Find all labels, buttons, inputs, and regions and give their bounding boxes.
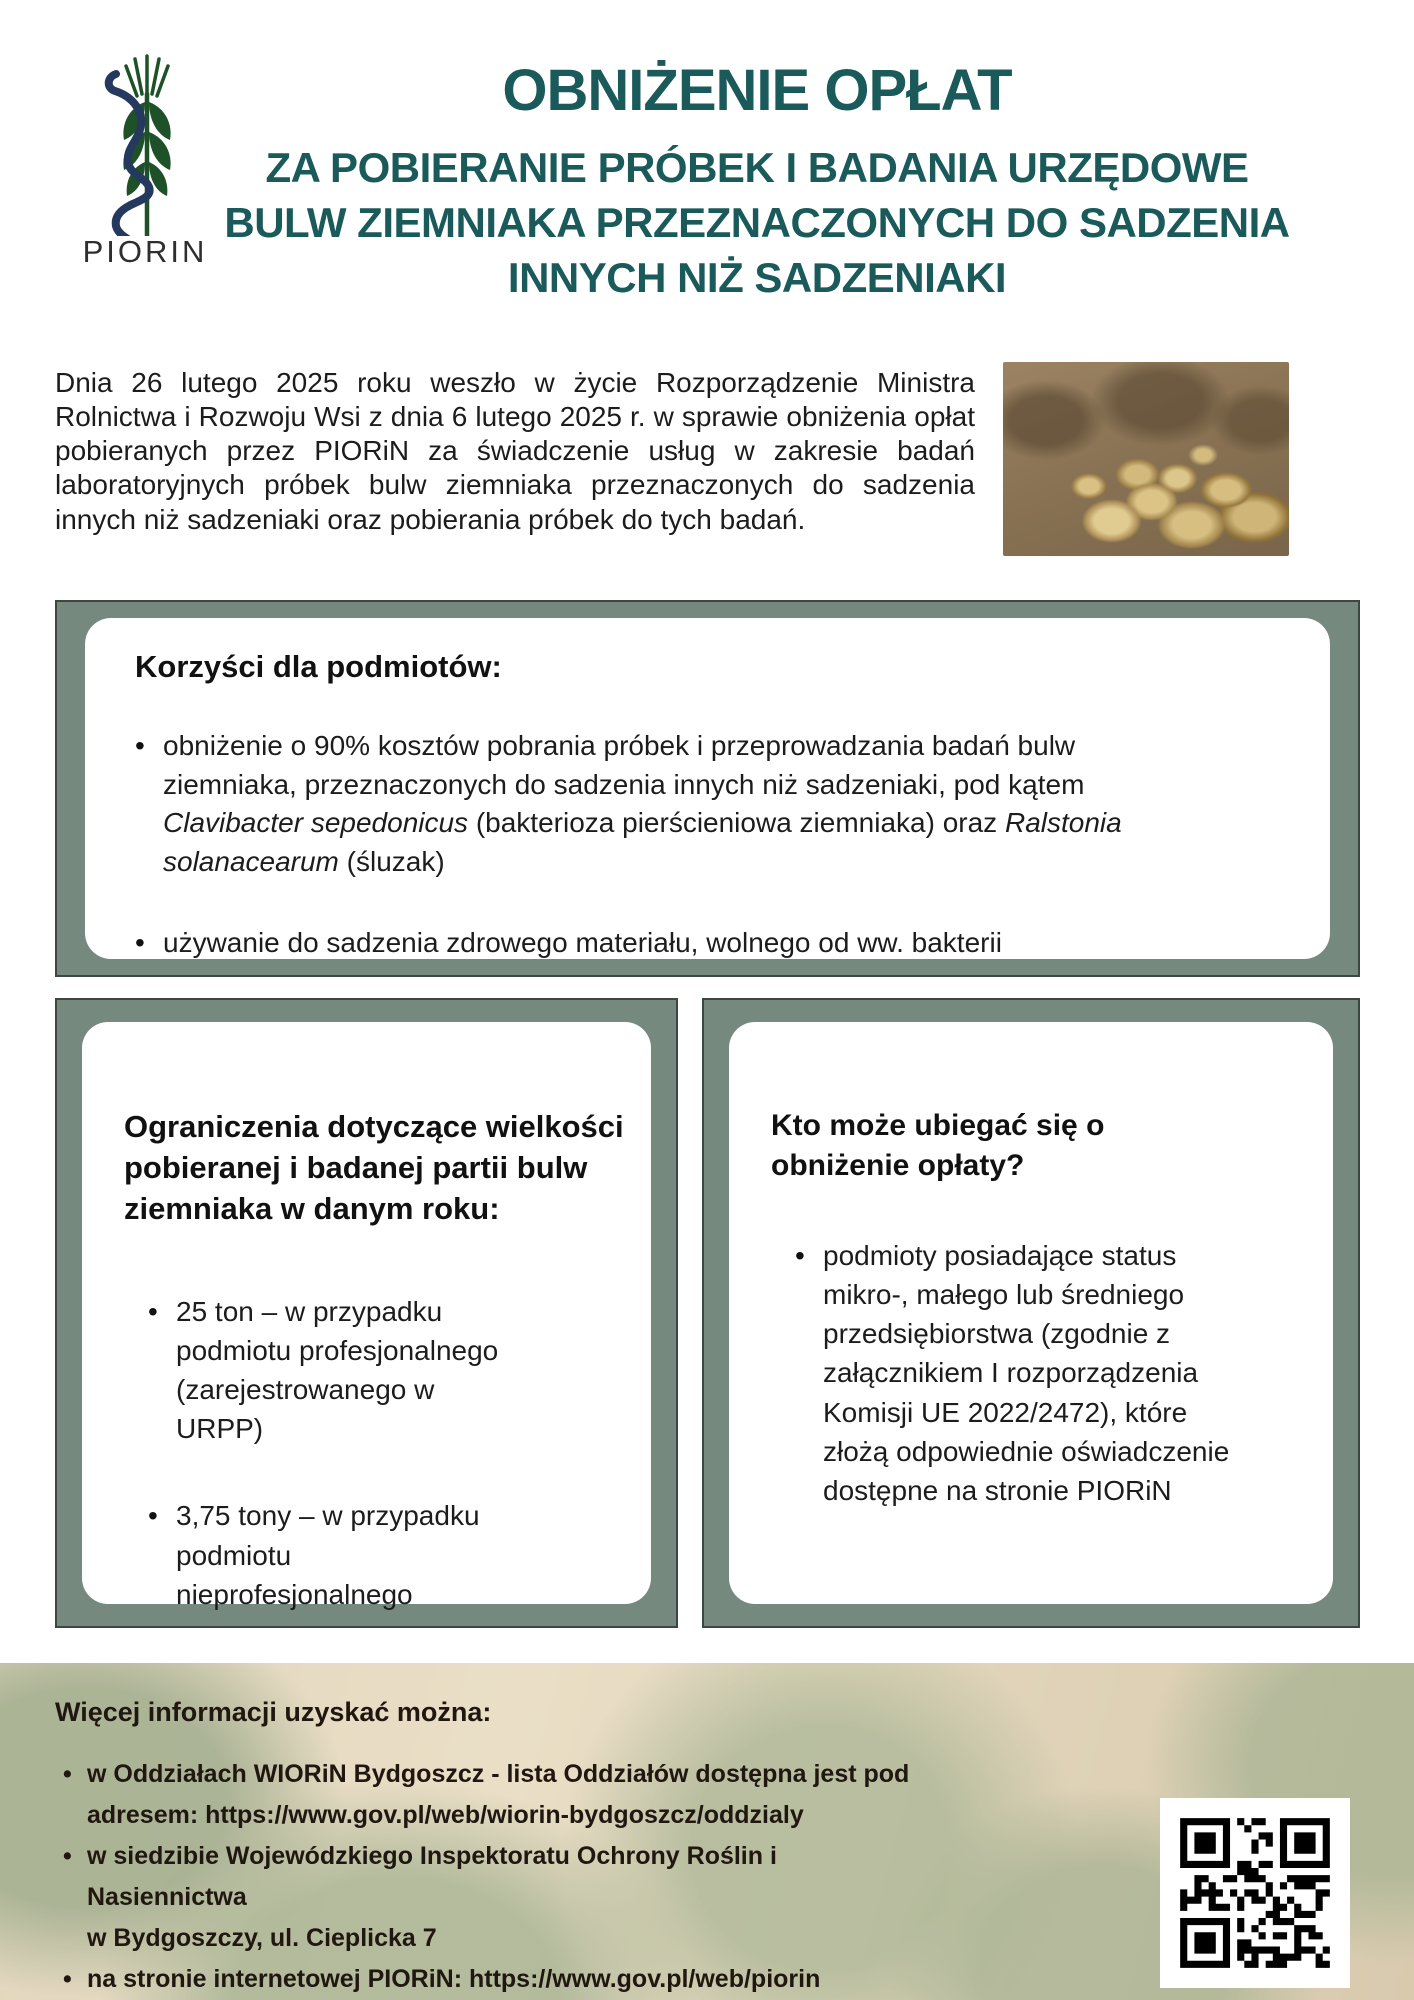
benefits-card xyxy=(85,618,1330,959)
footer-bullet-2: • w siedzibie Wojewódzkiego Inspektoratu Ochrony Roślin i Nasiennictwa w Bydgoszczy, ul. Cieplicka 7 xyxy=(87,1836,935,1959)
eligibility-card xyxy=(729,1022,1333,1604)
benefits-bullet-1: • obniżenie o 90% kosztów pobrania próbek i przeprowadzania badań bulw ziemniaka, przeznaczonych do sadzenia innych niż sadzeniaki, pod kątem Clavibacter sepedonicus (bakterioza pierścieniowa ziemniaka) oraz Ralstonia solanacearum (śluzak) xyxy=(163,727,1213,882)
logo-text: PIORIN xyxy=(82,234,208,269)
limits-card xyxy=(82,1022,651,1610)
qr-code xyxy=(1160,1798,1350,1988)
footer-url-piorin: • na stronie internetowej PIORiN: https://www.gov.pl/web/piorin xyxy=(87,1965,821,1993)
limits-bullet-1: • 25 ton – w przypadku podmiotu profesjonalnego (zarejestrowanego w URPP) xyxy=(176,1292,526,1449)
limits-bullet-2: • 3,75 tony – w przypadku podmiotu nieprofesjonalnego xyxy=(176,1496,526,1614)
eligibility-list xyxy=(771,1236,1303,1510)
footer-bullet-3 xyxy=(87,1959,935,2000)
species-name-ralstonia: Ralstonia solanacearum xyxy=(163,807,1130,878)
potatoes-in-soil-photo xyxy=(1003,362,1289,556)
footer-url-oddzialy: adresem: https://www.gov.pl/web/wiorin-bydgoszcz/oddzialy xyxy=(87,1801,804,1829)
qr-code-icon xyxy=(1172,1810,1338,1976)
header xyxy=(110,56,1404,306)
eligibility-heading: Kto może ubiegać się o obniżenie opłaty? xyxy=(771,1109,1105,1182)
subtitle-line-1: ZA POBIERANIE PRÓBEK I BADANIA URZĘDOWE xyxy=(265,143,1249,191)
footer-bullet-1: • w Oddziałach WIORiN Bydgoszcz - lista Oddziałów dostępna jest pod adresem: https://www.gov.pl/web/wiorin-bydgoszcz/oddzialy xyxy=(87,1754,935,1836)
benefits-bullet-2: • używanie do sadzenia zdrowego materiału, wolnego od ww. bakterii xyxy=(163,924,1213,963)
page-subtitle xyxy=(110,140,1404,306)
eligibility-bullet-1: • podmioty posiadające status mikro-, małego lub średniego przedsiębiorstwa (zgodnie z załącznikiem I rozporządzenia Komisji UE 2022/2472), które złożą odpowiednie oświadczenie dostępne na stronie PIORiN xyxy=(823,1236,1255,1510)
eligibility-panel xyxy=(702,998,1360,1628)
benefits-panel xyxy=(55,600,1360,977)
limits-panel xyxy=(55,998,678,1628)
footer-list xyxy=(55,1754,935,2000)
benefits-list xyxy=(135,727,1282,962)
page-title: OBNIŻENIE OPŁAT xyxy=(502,58,1012,123)
intro-paragraph: Dnia 26 lutego 2025 roku weszło w życie Rozporządzenie Ministra Rolnictwa i Rozwoju Wsi z dnia 6 lutego 2025 r. w sprawie obniżenia opłat pobieranych przez PIORiN za świadczenie usług w zakresie badań laboratoryjnych próbek bulw ziemniaka przeznaczonych do sadzenia innych niż sadzeniaki oraz pobierania próbek do tych badań. xyxy=(55,367,975,535)
species-name-clavibacter: Clavibacter sepedonicus xyxy=(163,807,469,839)
limits-list xyxy=(124,1292,621,1614)
subtitle-line-3: INNYCH NIŻ SADZENIAKI xyxy=(507,254,1007,302)
subtitle-line-2: BULW ZIEMNIAKA PRZEZNACZONYCH DO SADZENIA xyxy=(224,199,1290,247)
benefits-heading: Korzyści dla podmiotów: xyxy=(135,649,502,684)
limits-heading: Ograniczenia dotyczące wielkości pobieranej i badanej partii bulw ziemniaka w danym roku: xyxy=(124,1109,624,1227)
footer-heading: Więcej informacji uzyskać można: xyxy=(55,1697,492,1727)
footer-strip xyxy=(0,1663,1414,2000)
